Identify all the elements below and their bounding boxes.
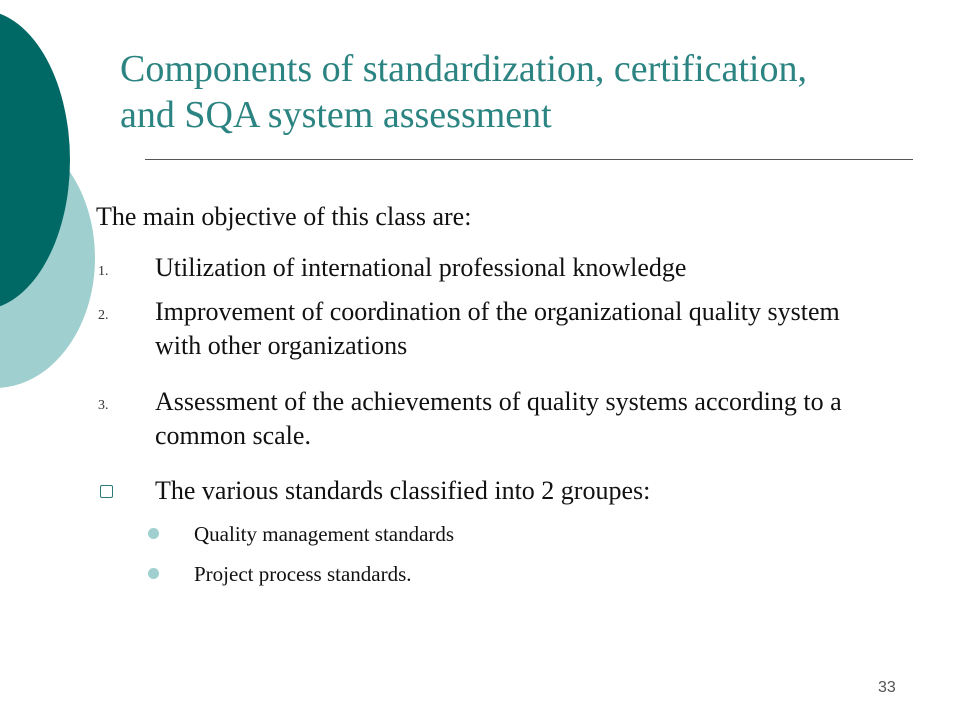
round-bullet-icon xyxy=(148,528,159,539)
intro-text: The main objective of this class are: xyxy=(96,202,472,231)
page-number: 33 xyxy=(878,679,896,696)
title-divider xyxy=(145,159,913,160)
round-bullet-icon xyxy=(148,568,159,579)
group-text: Quality management standards xyxy=(194,522,455,546)
slide-title-line-2: and SQA system assessment xyxy=(120,94,552,136)
square-bullet-icon xyxy=(100,485,113,498)
objective-number: 3. xyxy=(98,398,109,413)
groups-heading: The various standards classified into 2 groupes: xyxy=(155,476,651,505)
slide-title-line-1: Components of standardization, certification, xyxy=(120,48,807,90)
group-text: Project process standards. xyxy=(194,562,412,586)
slide-title xyxy=(120,46,920,138)
objective-text: Assessment of the achievements of quality systems according to a common scale. xyxy=(155,387,842,450)
objective-text: Improvement of coordination of the organizational quality system with other organizations xyxy=(155,297,840,360)
objective-number: 2. xyxy=(98,308,109,323)
objective-number: 1. xyxy=(98,264,109,279)
objective-text: Utilization of international professional knowledge xyxy=(155,253,687,282)
